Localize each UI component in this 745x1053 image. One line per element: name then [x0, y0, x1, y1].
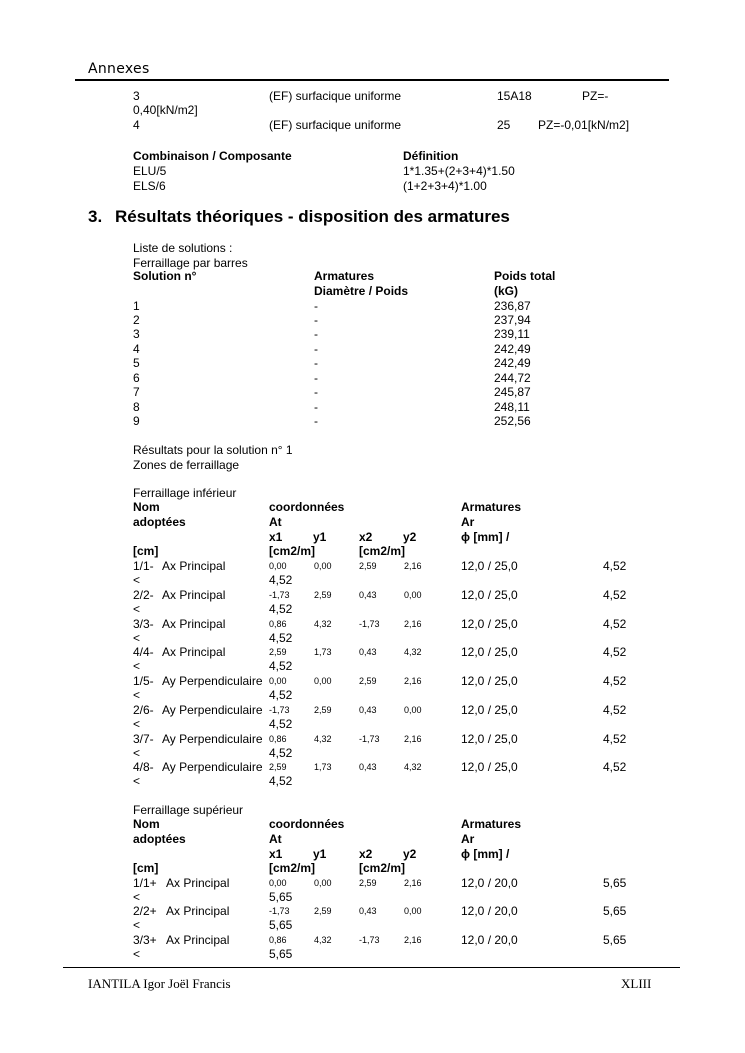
row-id: 3/7-	[133, 732, 154, 746]
load-value-cont: 0,40[kN/m2]	[133, 103, 198, 117]
solutions-intro: Liste de solutions :	[133, 241, 233, 255]
row-y1: 1,73	[314, 762, 332, 772]
row-x2: 2,59	[359, 676, 377, 686]
row-y1: 0,00	[314, 878, 332, 888]
footer-rule	[63, 967, 680, 968]
solution-armatures: -	[314, 414, 318, 428]
row-y2: 4,32	[404, 647, 422, 657]
solution-armatures: -	[314, 327, 318, 341]
row-x2: 2,59	[359, 878, 377, 888]
row-ar: 4,52	[603, 703, 627, 717]
row-armatures: 12,0 / 20,0	[461, 933, 518, 947]
row-lt: <	[133, 602, 141, 616]
row-x2: -1,73	[359, 734, 380, 744]
row-id: 4/4-	[133, 645, 154, 659]
col-solution: Solution n°	[133, 269, 197, 283]
col-ar: Ar	[461, 515, 475, 529]
combination-name: ELS/6	[133, 179, 166, 193]
row-y1: 2,59	[314, 705, 332, 715]
solution-armatures: -	[314, 356, 318, 370]
combination-header: Combinaison / Composante	[133, 149, 292, 163]
solution-poids: 242,49	[494, 356, 531, 370]
solution-number: 7	[133, 385, 140, 399]
solution-number: 6	[133, 371, 140, 385]
combination-def: 1*1.35+(2+3+4)*1.50	[403, 164, 515, 178]
row-x2: 0,43	[359, 906, 377, 916]
row-x1: 0,00	[269, 676, 287, 686]
solution-armatures: -	[314, 313, 318, 327]
col-ar: Ar	[461, 832, 475, 846]
solution-armatures: -	[314, 400, 318, 414]
col-x2: x2	[359, 847, 373, 861]
col-cm2m: [cm2/m]	[269, 544, 316, 558]
combination-name: ELU/5	[133, 164, 167, 178]
page-number: XLIII	[621, 976, 652, 991]
row-y1: 2,59	[314, 906, 332, 916]
col-adoptees: adoptées	[133, 832, 186, 846]
row-lt: <	[133, 659, 141, 673]
solution-poids: 239,11	[494, 327, 530, 341]
row-ar: 4,52	[603, 588, 627, 602]
row-lt: <	[133, 573, 141, 587]
results-line: Zones de ferraillage	[133, 458, 240, 472]
solution-armatures: -	[314, 385, 318, 399]
col-cm: [cm]	[133, 861, 159, 875]
row-y1: 4,32	[314, 935, 332, 945]
col-x1: x1	[269, 530, 283, 544]
row-x1: 2,59	[269, 762, 287, 772]
row-at: 5,65	[269, 918, 293, 932]
row-ar: 4,52	[603, 617, 627, 631]
row-y2: 4,32	[404, 762, 422, 772]
row-armatures: 12,0 / 25,0	[461, 674, 518, 688]
row-at: 4,52	[269, 774, 293, 788]
col-cm2m: [cm2/m]	[269, 861, 316, 875]
section-number: 3.	[88, 207, 103, 226]
row-at: 4,52	[269, 746, 293, 760]
solution-poids: 248,11	[494, 400, 530, 414]
solution-poids: 236,87	[494, 299, 531, 313]
row-at: 5,65	[269, 890, 293, 904]
row-ar: 4,52	[603, 760, 627, 774]
row-lt: <	[133, 688, 141, 702]
row-y2: 0,00	[404, 590, 422, 600]
row-x2: 0,43	[359, 647, 377, 657]
row-armatures: 12,0 / 25,0	[461, 703, 518, 717]
row-lt: <	[133, 717, 141, 731]
row-armatures: 12,0 / 25,0	[461, 645, 518, 659]
row-nom: Ay Perpendiculaire	[162, 732, 263, 746]
solutions-intro: Ferraillage par barres	[133, 256, 248, 270]
solution-number: 4	[133, 342, 140, 356]
solution-poids: 245,87	[494, 385, 531, 399]
col-at: At	[269, 832, 282, 846]
solution-poids: 244,72	[494, 371, 531, 385]
row-x2: 0,43	[359, 590, 377, 600]
running-header: Annexes	[88, 61, 150, 77]
solution-number: 3	[133, 327, 140, 341]
row-id: 4/8-	[133, 760, 154, 774]
col-coordonnees: coordonnées	[269, 817, 345, 831]
row-at: 4,52	[269, 573, 293, 587]
row-armatures: 12,0 / 20,0	[461, 904, 518, 918]
row-nom: Ax Principal	[166, 933, 230, 947]
row-lt: <	[133, 918, 141, 932]
solution-number: 5	[133, 356, 140, 370]
col-armatures: Armatures	[461, 500, 522, 514]
row-nom: Ay Perpendiculaire	[162, 703, 263, 717]
solution-armatures: -	[314, 299, 318, 313]
row-x1: 0,00	[269, 878, 287, 888]
solution-number: 9	[133, 414, 140, 428]
row-ar: 4,52	[603, 559, 627, 573]
col-armatures: Armatures	[314, 269, 375, 283]
solution-armatures: -	[314, 371, 318, 385]
load-type: (EF) surfacique uniforme	[269, 89, 402, 103]
section-title: Résultats théoriques - disposition des armatures	[115, 207, 510, 226]
row-y2: 0,00	[404, 906, 422, 916]
row-nom: Ax Principal	[162, 588, 226, 602]
row-y2: 2,16	[404, 734, 422, 744]
row-x1: -1,73	[269, 906, 290, 916]
superieur-title: Ferraillage supérieur	[133, 803, 244, 817]
col-at: At	[269, 515, 282, 529]
row-nom: Ax Principal	[162, 645, 226, 659]
row-ar: 5,65	[603, 933, 627, 947]
row-nom: Ax Principal	[162, 559, 226, 573]
row-at: 4,52	[269, 688, 293, 702]
col-y1: y1	[313, 847, 327, 861]
col-poids-sub: (kG)	[494, 284, 518, 298]
row-id: 2/2-	[133, 588, 154, 602]
col-x1: x1	[269, 847, 283, 861]
solution-number: 1	[133, 299, 140, 313]
row-lt: <	[133, 746, 141, 760]
inferieur-title: Ferraillage inférieur	[133, 486, 237, 500]
row-ar: 5,65	[603, 876, 627, 890]
row-at: 4,52	[269, 717, 293, 731]
load-case: 15A18	[497, 89, 532, 103]
row-ar: 4,52	[603, 645, 627, 659]
row-id: 3/3+	[133, 933, 157, 947]
row-y2: 2,16	[404, 676, 422, 686]
row-y2: 2,16	[404, 561, 422, 571]
col-cm2m: [cm2/m]	[359, 544, 406, 558]
row-x1: 0,86	[269, 619, 287, 629]
row-nom: Ax Principal	[166, 904, 230, 918]
row-lt: <	[133, 631, 141, 645]
row-ar: 5,65	[603, 904, 627, 918]
row-x1: 0,86	[269, 935, 287, 945]
row-nom: Ay Perpendiculaire	[162, 760, 263, 774]
row-at: 4,52	[269, 631, 293, 645]
row-at: 4,52	[269, 602, 293, 616]
row-y1: 0,00	[314, 676, 332, 686]
col-phi: ϕ [mm] /	[461, 530, 510, 544]
solution-number: 2	[133, 313, 140, 327]
col-y2: y2	[403, 847, 417, 861]
load-type: (EF) surfacique uniforme	[269, 118, 402, 132]
solution-poids: 242,49	[494, 342, 531, 356]
col-cm: [cm]	[133, 544, 159, 558]
row-x1: -1,73	[269, 590, 290, 600]
results-line: Résultats pour la solution n° 1	[133, 443, 293, 457]
row-id: 1/1+	[133, 876, 157, 890]
row-ar: 4,52	[603, 732, 627, 746]
col-y2: y2	[403, 530, 417, 544]
row-ar: 4,52	[603, 674, 627, 688]
row-id: 2/6-	[133, 703, 154, 717]
row-at: 4,52	[269, 659, 293, 673]
row-lt: <	[133, 890, 141, 904]
col-coordonnees: coordonnées	[269, 500, 345, 514]
row-nom: Ax Principal	[162, 617, 226, 631]
row-armatures: 12,0 / 20,0	[461, 876, 518, 890]
row-y2: 2,16	[404, 619, 422, 629]
row-y2: 2,16	[404, 878, 422, 888]
row-lt: <	[133, 774, 141, 788]
combination-def: (1+2+3+4)*1.00	[403, 179, 487, 193]
row-x2: -1,73	[359, 619, 380, 629]
row-at: 5,65	[269, 947, 293, 961]
row-x1: 2,59	[269, 647, 287, 657]
row-y1: 4,32	[314, 734, 332, 744]
row-x2: 2,59	[359, 561, 377, 571]
col-x2: x2	[359, 530, 373, 544]
col-y1: y1	[313, 530, 327, 544]
load-case: 25	[497, 118, 511, 132]
col-nom: Nom	[133, 500, 160, 514]
solution-poids: 237,94	[494, 313, 531, 327]
row-x2: 0,43	[359, 762, 377, 772]
col-adoptees: adoptées	[133, 515, 186, 529]
load-value: PZ=-0,01[kN/m2]	[538, 118, 630, 132]
row-x2: -1,73	[359, 935, 380, 945]
row-x2: 0,43	[359, 705, 377, 715]
col-armatures: Armatures	[461, 817, 522, 831]
row-id: 2/2+	[133, 904, 157, 918]
load-value: PZ=-	[582, 89, 609, 103]
row-y1: 0,00	[314, 561, 332, 571]
col-armatures-sub: Diamètre / Poids	[314, 284, 409, 298]
row-x1: 0,00	[269, 561, 287, 571]
row-armatures: 12,0 / 25,0	[461, 617, 518, 631]
row-y1: 4,32	[314, 619, 332, 629]
row-nom: Ay Perpendiculaire	[162, 674, 263, 688]
row-y1: 1,73	[314, 647, 332, 657]
row-lt: <	[133, 947, 141, 961]
row-id: 1/5-	[133, 674, 154, 688]
solution-armatures: -	[314, 342, 318, 356]
solution-number: 8	[133, 400, 140, 414]
row-armatures: 12,0 / 25,0	[461, 732, 518, 746]
col-cm2m: [cm2/m]	[359, 861, 406, 875]
load-num: 4	[133, 118, 140, 132]
header-rule	[75, 79, 669, 81]
footer-author: IANTILA Igor Joël Francis	[88, 976, 231, 991]
col-nom: Nom	[133, 817, 160, 831]
row-y1: 2,59	[314, 590, 332, 600]
definition-header: Définition	[403, 149, 459, 163]
col-phi: ϕ [mm] /	[461, 847, 510, 861]
row-x1: -1,73	[269, 705, 290, 715]
row-x1: 0,86	[269, 734, 287, 744]
row-armatures: 12,0 / 25,0	[461, 559, 518, 573]
row-id: 3/3-	[133, 617, 154, 631]
row-id: 1/1-	[133, 559, 154, 573]
col-poids: Poids total	[494, 269, 556, 283]
load-num: 3	[133, 89, 140, 103]
row-armatures: 12,0 / 25,0	[461, 760, 518, 774]
solution-poids: 252,56	[494, 414, 531, 428]
row-nom: Ax Principal	[166, 876, 230, 890]
row-y2: 0,00	[404, 705, 422, 715]
row-armatures: 12,0 / 25,0	[461, 588, 518, 602]
row-y2: 2,16	[404, 935, 422, 945]
